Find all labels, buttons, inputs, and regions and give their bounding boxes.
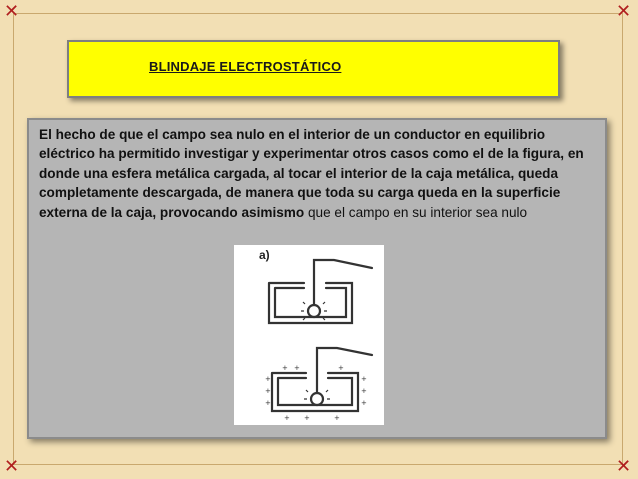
corner-mark-top-right: ✕: [616, 1, 632, 22]
svg-text:+: +: [284, 414, 290, 422]
body-text-bold: El hecho de que el campo sea nulo en el interior de un conductor en equilibrio eléctrico ha permitido investigar y experimentar otros casos como el de la figura, en donde una esfera metálica cargada, al tocar el interior de la caja metálica, queda completamente descargada, de manera que toda su carga queda en la superficie externa de la caja, provocando asimismo: [39, 127, 584, 220]
svg-text:+: +: [361, 387, 367, 395]
svg-text:+: +: [265, 387, 271, 395]
corner-mark-bottom-right: ✕: [616, 456, 632, 477]
svg-text:+: +: [265, 399, 271, 407]
svg-text:+: +: [265, 375, 271, 383]
content-box: [27, 118, 607, 439]
title-box: [67, 40, 560, 98]
corner-mark-top-left: ✕: [4, 1, 20, 22]
corner-mark-bottom-left: ✕: [4, 456, 20, 477]
svg-text:+: +: [361, 375, 367, 383]
svg-text:+: +: [361, 399, 367, 407]
figure-label: a): [259, 248, 270, 262]
svg-text:+: +: [304, 414, 310, 422]
svg-text:+: +: [338, 364, 344, 372]
shielding-figure: [234, 245, 384, 425]
body-text: [39, 125, 599, 222]
svg-text:+: +: [334, 414, 340, 422]
slide-title: BLINDAJE ELECTROSTÁTICO: [149, 59, 342, 74]
svg-text:+: +: [282, 364, 288, 372]
shielding-diagram: [234, 245, 384, 425]
svg-text:+: +: [294, 364, 300, 372]
body-text-normal: que el campo en su interior sea nulo: [304, 204, 528, 220]
